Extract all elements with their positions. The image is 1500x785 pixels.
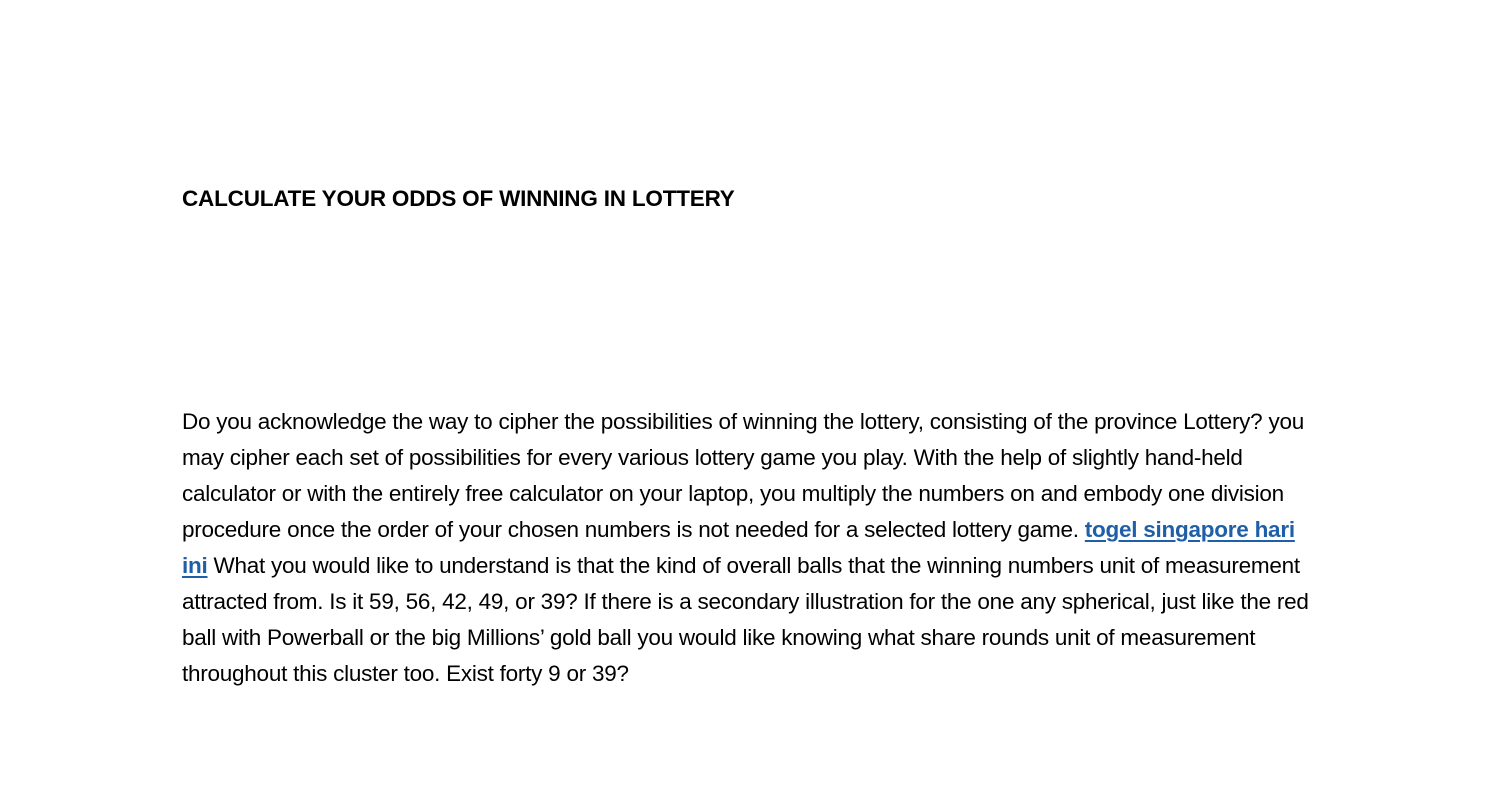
body-paragraph	[182, 404, 1318, 692]
paragraph-text-after-link: What you would like to understand is that the kind of overall balls that the winning numbers unit of measurement attracted from. Is it 59, 56, 42, 49, or 39? If there is a secondary illustration for the one any spherical, just like the red ball with Powerball or the big Millions’ gold ball you would like knowing what share rounds unit of measurement throughout this cluster too. Exist forty 9 or 39?	[182, 553, 1309, 686]
togel-singapore-link[interactable]: togel singapore hari ini	[182, 517, 1295, 578]
document-title: CALCULATE YOUR ODDS OF WINNING IN LOTTERY	[182, 186, 735, 211]
paragraph-text-before-link: Do you acknowledge the way to cipher the possibilities of winning the lottery, consisting of the province Lottery? you may cipher each set of possibilities for every various lottery game you play. With the help of slightly hand-held calculator or with the entirely free calculator on your laptop, you multiply the numbers on and embody one division procedure once the order of your chosen numbers is not needed for a selected lottery game.	[182, 409, 1304, 542]
